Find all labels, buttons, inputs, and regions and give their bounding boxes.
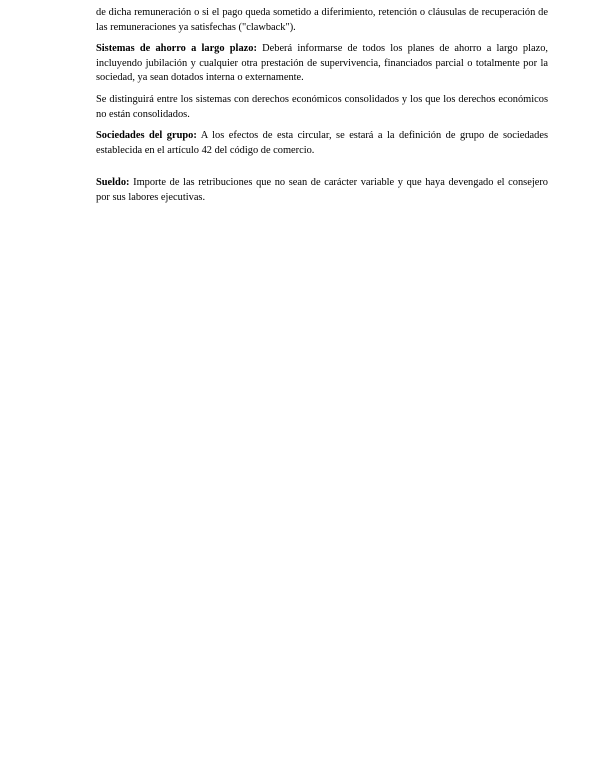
definition-sueldo bbox=[96, 176, 548, 205]
paragraph-remuneracion-continuation bbox=[96, 6, 548, 35]
document-page bbox=[96, 6, 548, 206]
definition-term: Sociedades del grupo: bbox=[96, 130, 197, 142]
definition-term: Sistemas de ahorro a largo plazo: bbox=[96, 43, 257, 55]
paragraph-derechos-consolidados bbox=[96, 93, 548, 122]
paragraph-text: de dicha remuneración o si el pago queda sometido a diferimiento, retención o cláusulas de recuperación de las remuneraciones ya satisfechas ("clawback"). bbox=[96, 7, 548, 33]
definition-term: Sueldo: bbox=[96, 177, 130, 189]
definition-text: Importe de las retribuciones que no sean de carácter variable y que haya devengado el consejero por sus labores ejecutivas. bbox=[96, 177, 548, 203]
definition-text: Deberá informarse de todos los planes de ahorro a largo plazo, incluyendo jubilación y cualquier otra prestación de supervivencia, financiados parcial o totalmente por la sociedad, ya sean dotados interna o externamente. bbox=[96, 43, 548, 84]
definition-sociedades-grupo bbox=[96, 129, 548, 158]
definition-text: A los efectos de esta circular, se estará a la definición de grupo de sociedades establecida en el artículo 42 del código de comercio. bbox=[96, 130, 548, 156]
definition-sistemas-ahorro bbox=[96, 42, 548, 86]
paragraph-text: Se distinguirá entre los sistemas con derechos económicos consolidados y los que los derechos económicos no están consolidados. bbox=[96, 93, 548, 120]
